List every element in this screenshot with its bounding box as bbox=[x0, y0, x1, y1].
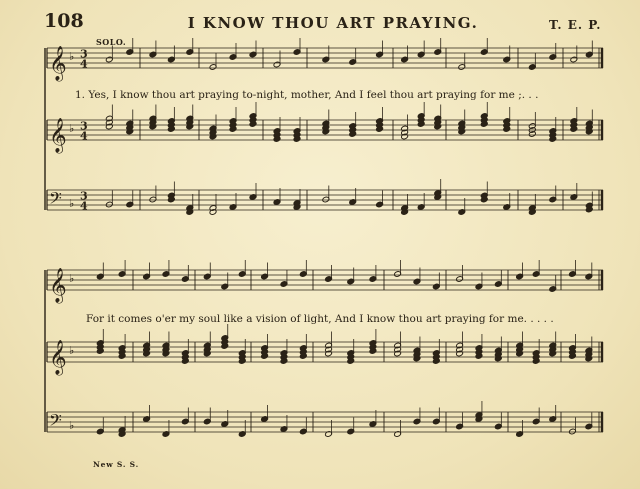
lyric-line-1: 1. Yes, I know thou art praying to-night, mother, And I feel thou art praying for me ;. . . bbox=[75, 89, 539, 101]
time-sig-top: 3 bbox=[80, 189, 88, 203]
flat-key-signature: ♭ bbox=[69, 419, 75, 432]
flat-key-signature: ♭ bbox=[69, 197, 75, 210]
staff-6 bbox=[47, 412, 603, 432]
treble-clef: 𝄞 bbox=[49, 46, 67, 81]
flat-key-signature: ♭ bbox=[69, 272, 75, 285]
flat-key-signature: ♭ bbox=[69, 344, 75, 357]
page-number: 108 bbox=[44, 10, 84, 32]
bass-clef: 𝄢 bbox=[49, 188, 62, 212]
time-sig-top: 3 bbox=[80, 47, 88, 61]
bass-clef: 𝄢 bbox=[49, 410, 62, 434]
author-initials: T. E. P. bbox=[549, 18, 602, 32]
flat-key-signature: ♭ bbox=[69, 50, 75, 63]
time-sig-top: 3 bbox=[80, 119, 88, 133]
lyric-line-2: For it comes o'er my soul like a vision of light, And I know thou art praying for me. . . . . bbox=[86, 313, 554, 325]
time-sig-bottom: 4 bbox=[80, 57, 88, 71]
flat-key-signature: ♭ bbox=[69, 122, 75, 135]
time-sig-bottom: 4 bbox=[80, 129, 88, 143]
time-sig-bottom: 4 bbox=[80, 199, 88, 213]
solo-marking: SOLO. bbox=[96, 37, 127, 47]
footer-note: New S. S. bbox=[93, 460, 140, 469]
treble-clef: 𝄞 bbox=[49, 268, 67, 303]
treble-clef: 𝄞 bbox=[49, 340, 67, 375]
treble-clef: 𝄞 bbox=[49, 118, 67, 153]
hymn-title: I KNOW THOU ART PRAYING. bbox=[187, 14, 479, 32]
